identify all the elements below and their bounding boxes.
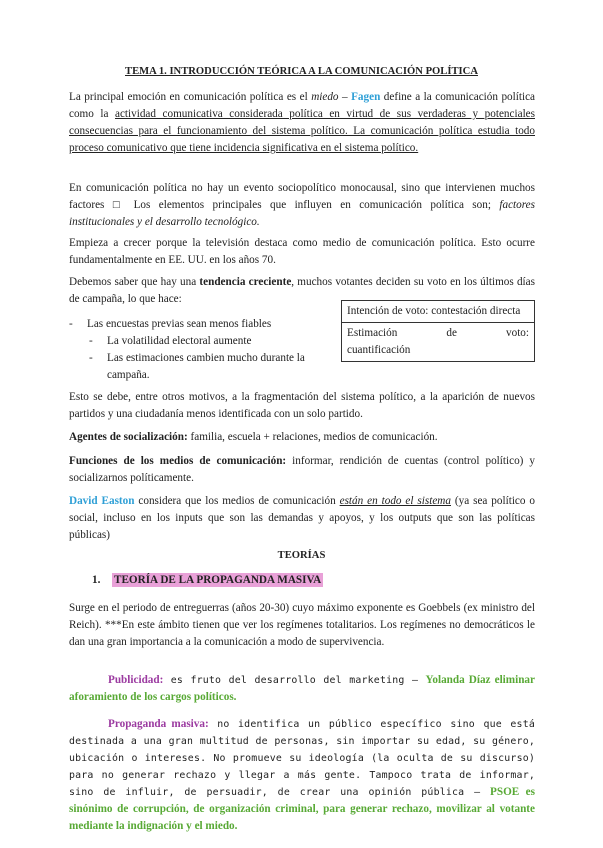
page-title: TEMA 1. INTRODUCCIÓN TEÓRICA A LA COMUNICACIÓN POLÍTICA: [125, 66, 478, 77]
list-item: - Las encuestas previas sean menos fiables: [69, 318, 272, 330]
paragraph-origin: Surge en el periodo de entreguerras (años 20-30) cuyo máximo exponente es Goebbels (ex ministro del Reich). ***En este ámbito tienen que ver los regímenes totalitarios. Los regímenes no democráticos le dan una gran importancia a la comunicación a modo de supervivencia.: [69, 602, 535, 648]
author-easton: David Easton: [69, 495, 135, 507]
vote-table: [341, 300, 535, 362]
table-cell: Intención de voto: contestación directa: [342, 301, 535, 323]
paragraph-television: Empieza a crecer porque la televisión destaca como medio de comunicación política. Esto ocurre fundamentalmente en EE. UU. en los años 70.: [69, 237, 535, 266]
paragraph-agents: Agentes de socialización: familia, escuela + relaciones, medios de comunicación.: [69, 431, 438, 443]
section-title: TEORÍAS: [277, 550, 326, 561]
paragraph-functions: Funciones de los medios de comunicación: informar, rendición de cuentas (control político) y socializarnos políticamente.: [69, 455, 535, 484]
list-subitem: - Las estimaciones cambien mucho durante la campaña.: [89, 352, 305, 381]
paragraph-publicidad: Publicidad: es fruto del desarrollo del marketing – Yolanda Díaz eliminar aforamiento de los cargos políticos.: [69, 674, 535, 703]
consequences-list: [69, 316, 339, 384]
paragraph-factors: En comunicación política no hay un evento sociopolítico monocausal, sino que intervienen muchos factores □ Los elementos principales que influyen en comunicación política son; factores institucionales y el desarrollo tecnológico.: [69, 182, 536, 228]
table-row: [342, 301, 535, 323]
paragraph-trend: Debemos saber que hay una tendencia creciente, muchos votantes deciden su voto en los últimos días de campaña, lo que hace:: [69, 276, 535, 305]
paragraph-fagen: La principal emoción en comunicación política es el miedo – Fagen define a la comunicación política como la actividad comunicativa considerada política en virtud de sus verdaderas y potenciales consecuencias para el funcionamiento del sistema político. La comunicación política estudia todo proceso comunicativo que tiene incidencia significativa en el sistema político.: [69, 91, 536, 154]
list-subitem: - La volatilidad electoral aumente: [89, 335, 252, 347]
paragraph-easton: David Easton considera que los medios de comunicación están en todo el sistema (ya sea político o social, incluso en los inputs que son las demandas y apoyos, y los outputs que son las políticas públicas): [69, 495, 535, 541]
paragraph-propaganda: Propaganda masiva: no identifica un público específico sino que está destinada a una gran multitud de personas, sin importar su edad, su género, ubicación o intereses. No promueve su ideología (la oculta de su discurso) para no generar rechazo y llegar a más gente. Tampoco trata de informar, sino de influir, de persuadir, de crear una opinión pública – PSOE es sinónimo de corrupción, de organización criminal, para generar rechazo, movilizar al votante mediante la indignación y el miedo.: [69, 718, 535, 832]
table-cell: Estimación de voto: cuantificación: [342, 323, 535, 362]
paragraph-fragmentation: Esto se debe, entre otros motivos, a la fragmentación del sistema político, a la aparición de nuevos partidos y una ciudadanía menos identificada con un solo partido.: [69, 391, 535, 420]
box-icon: □: [112, 199, 126, 211]
heading-propaganda: 1. TEORÍA DE LA PROPAGANDA MASIVA: [92, 574, 322, 586]
table-row: [342, 323, 535, 362]
author-fagen: Fagen: [351, 91, 381, 103]
